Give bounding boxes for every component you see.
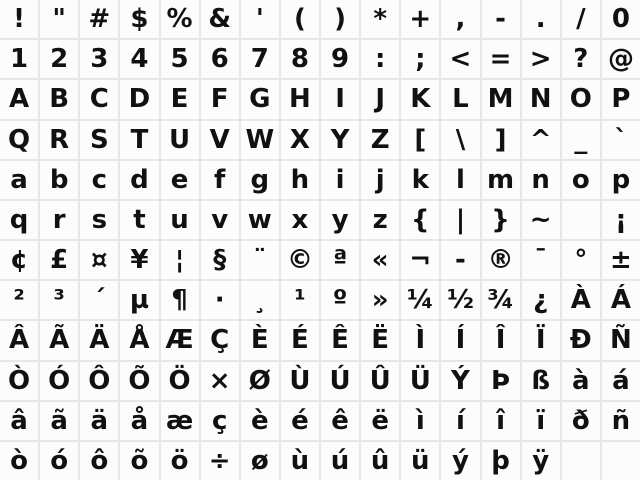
glyph-cell[interactable]: ¿	[522, 281, 560, 319]
glyph-cell[interactable]: ,	[441, 0, 479, 38]
glyph-cell[interactable]: ÿ	[522, 442, 560, 480]
glyph-cell[interactable]: À	[562, 281, 600, 319]
glyph-cell[interactable]: o	[562, 161, 600, 199]
glyph-cell[interactable]: ~	[522, 201, 560, 239]
glyph-cell[interactable]: }	[482, 201, 520, 239]
glyph-cell[interactable]: 8	[281, 40, 319, 78]
glyph-cell[interactable]: »	[361, 281, 399, 319]
glyph-cell[interactable]: Ô	[80, 362, 118, 400]
glyph-cell[interactable]: ©	[281, 241, 319, 279]
glyph-cell[interactable]: ñ	[602, 402, 640, 440]
glyph-cell[interactable]: e	[161, 161, 199, 199]
glyph-cell[interactable]: i	[321, 161, 359, 199]
glyph-cell[interactable]: ;	[401, 40, 439, 78]
glyph-cell[interactable]: d	[120, 161, 158, 199]
glyph-cell[interactable]: ×	[201, 362, 239, 400]
glyph-cell[interactable]: ¬	[401, 241, 439, 279]
glyph-cell[interactable]: $	[120, 0, 158, 38]
glyph-cell[interactable]: F	[201, 80, 239, 118]
glyph-cell[interactable]: Ã	[40, 321, 78, 359]
glyph-cell[interactable]: µ	[120, 281, 158, 319]
glyph-cell[interactable]: 9	[321, 40, 359, 78]
glyph-cell[interactable]: ¯	[522, 241, 560, 279]
glyph-cell[interactable]: è	[241, 402, 279, 440]
glyph-cell[interactable]: r	[40, 201, 78, 239]
glyph-cell[interactable]: ®	[482, 241, 520, 279]
glyph-cell[interactable]: D	[120, 80, 158, 118]
glyph-cell[interactable]: Û	[361, 362, 399, 400]
glyph-cell[interactable]: Ö	[161, 362, 199, 400]
glyph-cell[interactable]: 5	[161, 40, 199, 78]
glyph-cell[interactable]: 3	[80, 40, 118, 78]
glyph-cell[interactable]: *	[361, 0, 399, 38]
glyph-cell[interactable]: T	[120, 121, 158, 159]
glyph-cell[interactable]: h	[281, 161, 319, 199]
glyph-cell[interactable]: k	[401, 161, 439, 199]
glyph-cell[interactable]: u	[161, 201, 199, 239]
glyph-cell[interactable]: "	[40, 0, 78, 38]
glyph-cell[interactable]: I	[321, 80, 359, 118]
glyph-cell[interactable]: .	[522, 0, 560, 38]
glyph-cell[interactable]: á	[602, 362, 640, 400]
glyph-cell[interactable]: î	[482, 402, 520, 440]
glyph-cell[interactable]: Æ	[161, 321, 199, 359]
glyph-cell[interactable]: W	[241, 121, 279, 159]
glyph-cell[interactable]: j	[361, 161, 399, 199]
glyph-cell[interactable]: 4	[120, 40, 158, 78]
glyph-cell[interactable]: s	[80, 201, 118, 239]
glyph-cell[interactable]: Ù	[281, 362, 319, 400]
glyph-cell[interactable]: æ	[161, 402, 199, 440]
glyph-cell[interactable]: t	[120, 201, 158, 239]
glyph-cell[interactable]: ±	[602, 241, 640, 279]
glyph-cell[interactable]: ¶	[161, 281, 199, 319]
glyph-cell[interactable]: H	[281, 80, 319, 118]
glyph-cell[interactable]: 7	[241, 40, 279, 78]
glyph-cell[interactable]: E	[161, 80, 199, 118]
glyph-cell[interactable]: ò	[0, 442, 38, 480]
glyph-cell[interactable]: É	[281, 321, 319, 359]
glyph-cell[interactable]: O	[562, 80, 600, 118]
glyph-cell[interactable]: ²	[0, 281, 38, 319]
glyph-cell[interactable]: Ø	[241, 362, 279, 400]
glyph-cell[interactable]: {	[401, 201, 439, 239]
glyph-cell[interactable]: A	[0, 80, 38, 118]
glyph-cell[interactable]: P	[602, 80, 640, 118]
glyph-cell[interactable]: à	[562, 362, 600, 400]
glyph-cell[interactable]: [	[401, 121, 439, 159]
glyph-cell[interactable]: ã	[40, 402, 78, 440]
glyph-cell[interactable]: ô	[80, 442, 118, 480]
glyph-cell[interactable]: ´	[80, 281, 118, 319]
glyph-cell[interactable]: J	[361, 80, 399, 118]
glyph-cell[interactable]: û	[361, 442, 399, 480]
glyph-cell[interactable]: z	[361, 201, 399, 239]
glyph-cell[interactable]: (	[281, 0, 319, 38]
glyph-cell[interactable]: ¼	[401, 281, 439, 319]
glyph-cell[interactable]: V	[201, 121, 239, 159]
glyph-cell[interactable]: Ð	[562, 321, 600, 359]
glyph-cell[interactable]: f	[201, 161, 239, 199]
glyph-cell[interactable]: ù	[281, 442, 319, 480]
glyph-cell[interactable]: X	[281, 121, 319, 159]
glyph-cell[interactable]: ¢	[0, 241, 38, 279]
glyph-cell[interactable]: !	[0, 0, 38, 38]
glyph-cell[interactable]: é	[281, 402, 319, 440]
glyph-cell[interactable]: õ	[120, 442, 158, 480]
glyph-cell[interactable]: Ì	[401, 321, 439, 359]
glyph-cell[interactable]: ¡	[602, 201, 640, 239]
glyph-cell[interactable]: í	[441, 402, 479, 440]
glyph-cell[interactable]: m	[482, 161, 520, 199]
glyph-cell[interactable]: ³	[40, 281, 78, 319]
glyph-cell[interactable]: â	[0, 402, 38, 440]
glyph-cell[interactable]: #	[80, 0, 118, 38]
glyph-cell[interactable]: M	[482, 80, 520, 118]
glyph-cell[interactable]: %	[161, 0, 199, 38]
glyph-cell[interactable]: w	[241, 201, 279, 239]
glyph-cell[interactable]: <	[441, 40, 479, 78]
glyph-cell[interactable]: ü	[401, 442, 439, 480]
glyph-cell[interactable]: U	[161, 121, 199, 159]
glyph-cell[interactable]: «	[361, 241, 399, 279]
glyph-cell[interactable]: Í	[441, 321, 479, 359]
glyph-cell[interactable]: Ú	[321, 362, 359, 400]
glyph-cell[interactable]: B	[40, 80, 78, 118]
glyph-cell[interactable]: y	[321, 201, 359, 239]
glyph-cell[interactable]: ¨	[241, 241, 279, 279]
glyph-cell[interactable]	[562, 201, 600, 239]
glyph-cell[interactable]: =	[482, 40, 520, 78]
glyph-cell[interactable]: +	[401, 0, 439, 38]
glyph-cell[interactable]: þ	[482, 442, 520, 480]
glyph-cell[interactable]: 0	[602, 0, 640, 38]
glyph-cell[interactable]: ¹	[281, 281, 319, 319]
glyph-cell[interactable]: Q	[0, 121, 38, 159]
glyph-cell[interactable]	[562, 442, 600, 480]
glyph-cell[interactable]: ë	[361, 402, 399, 440]
glyph-cell[interactable]: ¥	[120, 241, 158, 279]
glyph-cell[interactable]: L	[441, 80, 479, 118]
glyph-cell[interactable]: ð	[562, 402, 600, 440]
glyph-cell[interactable]: ?	[562, 40, 600, 78]
glyph-cell[interactable]: @	[602, 40, 640, 78]
glyph-cell[interactable]: c	[80, 161, 118, 199]
glyph-cell[interactable]: b	[40, 161, 78, 199]
glyph-cell[interactable]: ê	[321, 402, 359, 440]
glyph-cell[interactable]: Ë	[361, 321, 399, 359]
glyph-cell[interactable]: ý	[441, 442, 479, 480]
glyph-cell[interactable]: ¸	[241, 281, 279, 319]
glyph-cell[interactable]: ª	[321, 241, 359, 279]
glyph-cell[interactable]: R	[40, 121, 78, 159]
glyph-cell[interactable]: Ñ	[602, 321, 640, 359]
glyph-cell[interactable]: ]	[482, 121, 520, 159]
glyph-cell[interactable]: \	[441, 121, 479, 159]
glyph-cell[interactable]: 1	[0, 40, 38, 78]
glyph-cell[interactable]: K	[401, 80, 439, 118]
glyph-cell[interactable]: g	[241, 161, 279, 199]
glyph-cell[interactable]: ä	[80, 402, 118, 440]
glyph-cell[interactable]: °	[562, 241, 600, 279]
glyph-cell[interactable]: å	[120, 402, 158, 440]
glyph-cell[interactable]: -	[441, 241, 479, 279]
glyph-cell[interactable]	[602, 442, 640, 480]
glyph-cell[interactable]: ¤	[80, 241, 118, 279]
glyph-cell[interactable]: Ò	[0, 362, 38, 400]
glyph-cell[interactable]: Õ	[120, 362, 158, 400]
glyph-cell[interactable]: £	[40, 241, 78, 279]
glyph-cell[interactable]: Ä	[80, 321, 118, 359]
glyph-cell[interactable]: Á	[602, 281, 640, 319]
glyph-cell[interactable]: 6	[201, 40, 239, 78]
glyph-cell[interactable]: -	[482, 0, 520, 38]
glyph-cell[interactable]: Ó	[40, 362, 78, 400]
glyph-cell[interactable]: 2	[40, 40, 78, 78]
glyph-cell[interactable]: C	[80, 80, 118, 118]
glyph-cell[interactable]: Y	[321, 121, 359, 159]
glyph-cell[interactable]: Ç	[201, 321, 239, 359]
glyph-cell[interactable]: ¾	[482, 281, 520, 319]
glyph-cell[interactable]: '	[241, 0, 279, 38]
glyph-cell[interactable]: ì	[401, 402, 439, 440]
glyph-cell[interactable]: Þ	[482, 362, 520, 400]
glyph-cell[interactable]: ÷	[201, 442, 239, 480]
glyph-cell[interactable]: S	[80, 121, 118, 159]
glyph-cell[interactable]: Å	[120, 321, 158, 359]
glyph-cell[interactable]: >	[522, 40, 560, 78]
glyph-cell[interactable]: ú	[321, 442, 359, 480]
glyph-cell[interactable]: _	[562, 121, 600, 159]
glyph-cell[interactable]: x	[281, 201, 319, 239]
glyph-cell[interactable]: l	[441, 161, 479, 199]
glyph-cell[interactable]: Â	[0, 321, 38, 359]
glyph-cell[interactable]: a	[0, 161, 38, 199]
glyph-cell[interactable]: G	[241, 80, 279, 118]
glyph-cell[interactable]: ß	[522, 362, 560, 400]
glyph-cell[interactable]: Î	[482, 321, 520, 359]
glyph-cell[interactable]: º	[321, 281, 359, 319]
glyph-cell[interactable]: )	[321, 0, 359, 38]
glyph-cell[interactable]: /	[562, 0, 600, 38]
glyph-cell[interactable]: q	[0, 201, 38, 239]
glyph-cell[interactable]: &	[201, 0, 239, 38]
glyph-cell[interactable]: v	[201, 201, 239, 239]
glyph-cell[interactable]: Ü	[401, 362, 439, 400]
glyph-cell[interactable]: ¦	[161, 241, 199, 279]
glyph-cell[interactable]: ö	[161, 442, 199, 480]
glyph-cell[interactable]: ç	[201, 402, 239, 440]
glyph-cell[interactable]: Ê	[321, 321, 359, 359]
glyph-cell[interactable]: ·	[201, 281, 239, 319]
glyph-cell[interactable]: §	[201, 241, 239, 279]
glyph-cell[interactable]: Ý	[441, 362, 479, 400]
glyph-cell[interactable]: È	[241, 321, 279, 359]
glyph-cell[interactable]: ^	[522, 121, 560, 159]
glyph-cell[interactable]: ï	[522, 402, 560, 440]
glyph-cell[interactable]: :	[361, 40, 399, 78]
glyph-cell[interactable]: ó	[40, 442, 78, 480]
glyph-cell[interactable]: ø	[241, 442, 279, 480]
glyph-cell[interactable]: Ï	[522, 321, 560, 359]
glyph-cell[interactable]: p	[602, 161, 640, 199]
glyph-cell[interactable]: `	[602, 121, 640, 159]
glyph-cell[interactable]: N	[522, 80, 560, 118]
glyph-cell[interactable]: |	[441, 201, 479, 239]
glyph-cell[interactable]: ½	[441, 281, 479, 319]
glyph-cell[interactable]: n	[522, 161, 560, 199]
glyph-cell[interactable]: Z	[361, 121, 399, 159]
